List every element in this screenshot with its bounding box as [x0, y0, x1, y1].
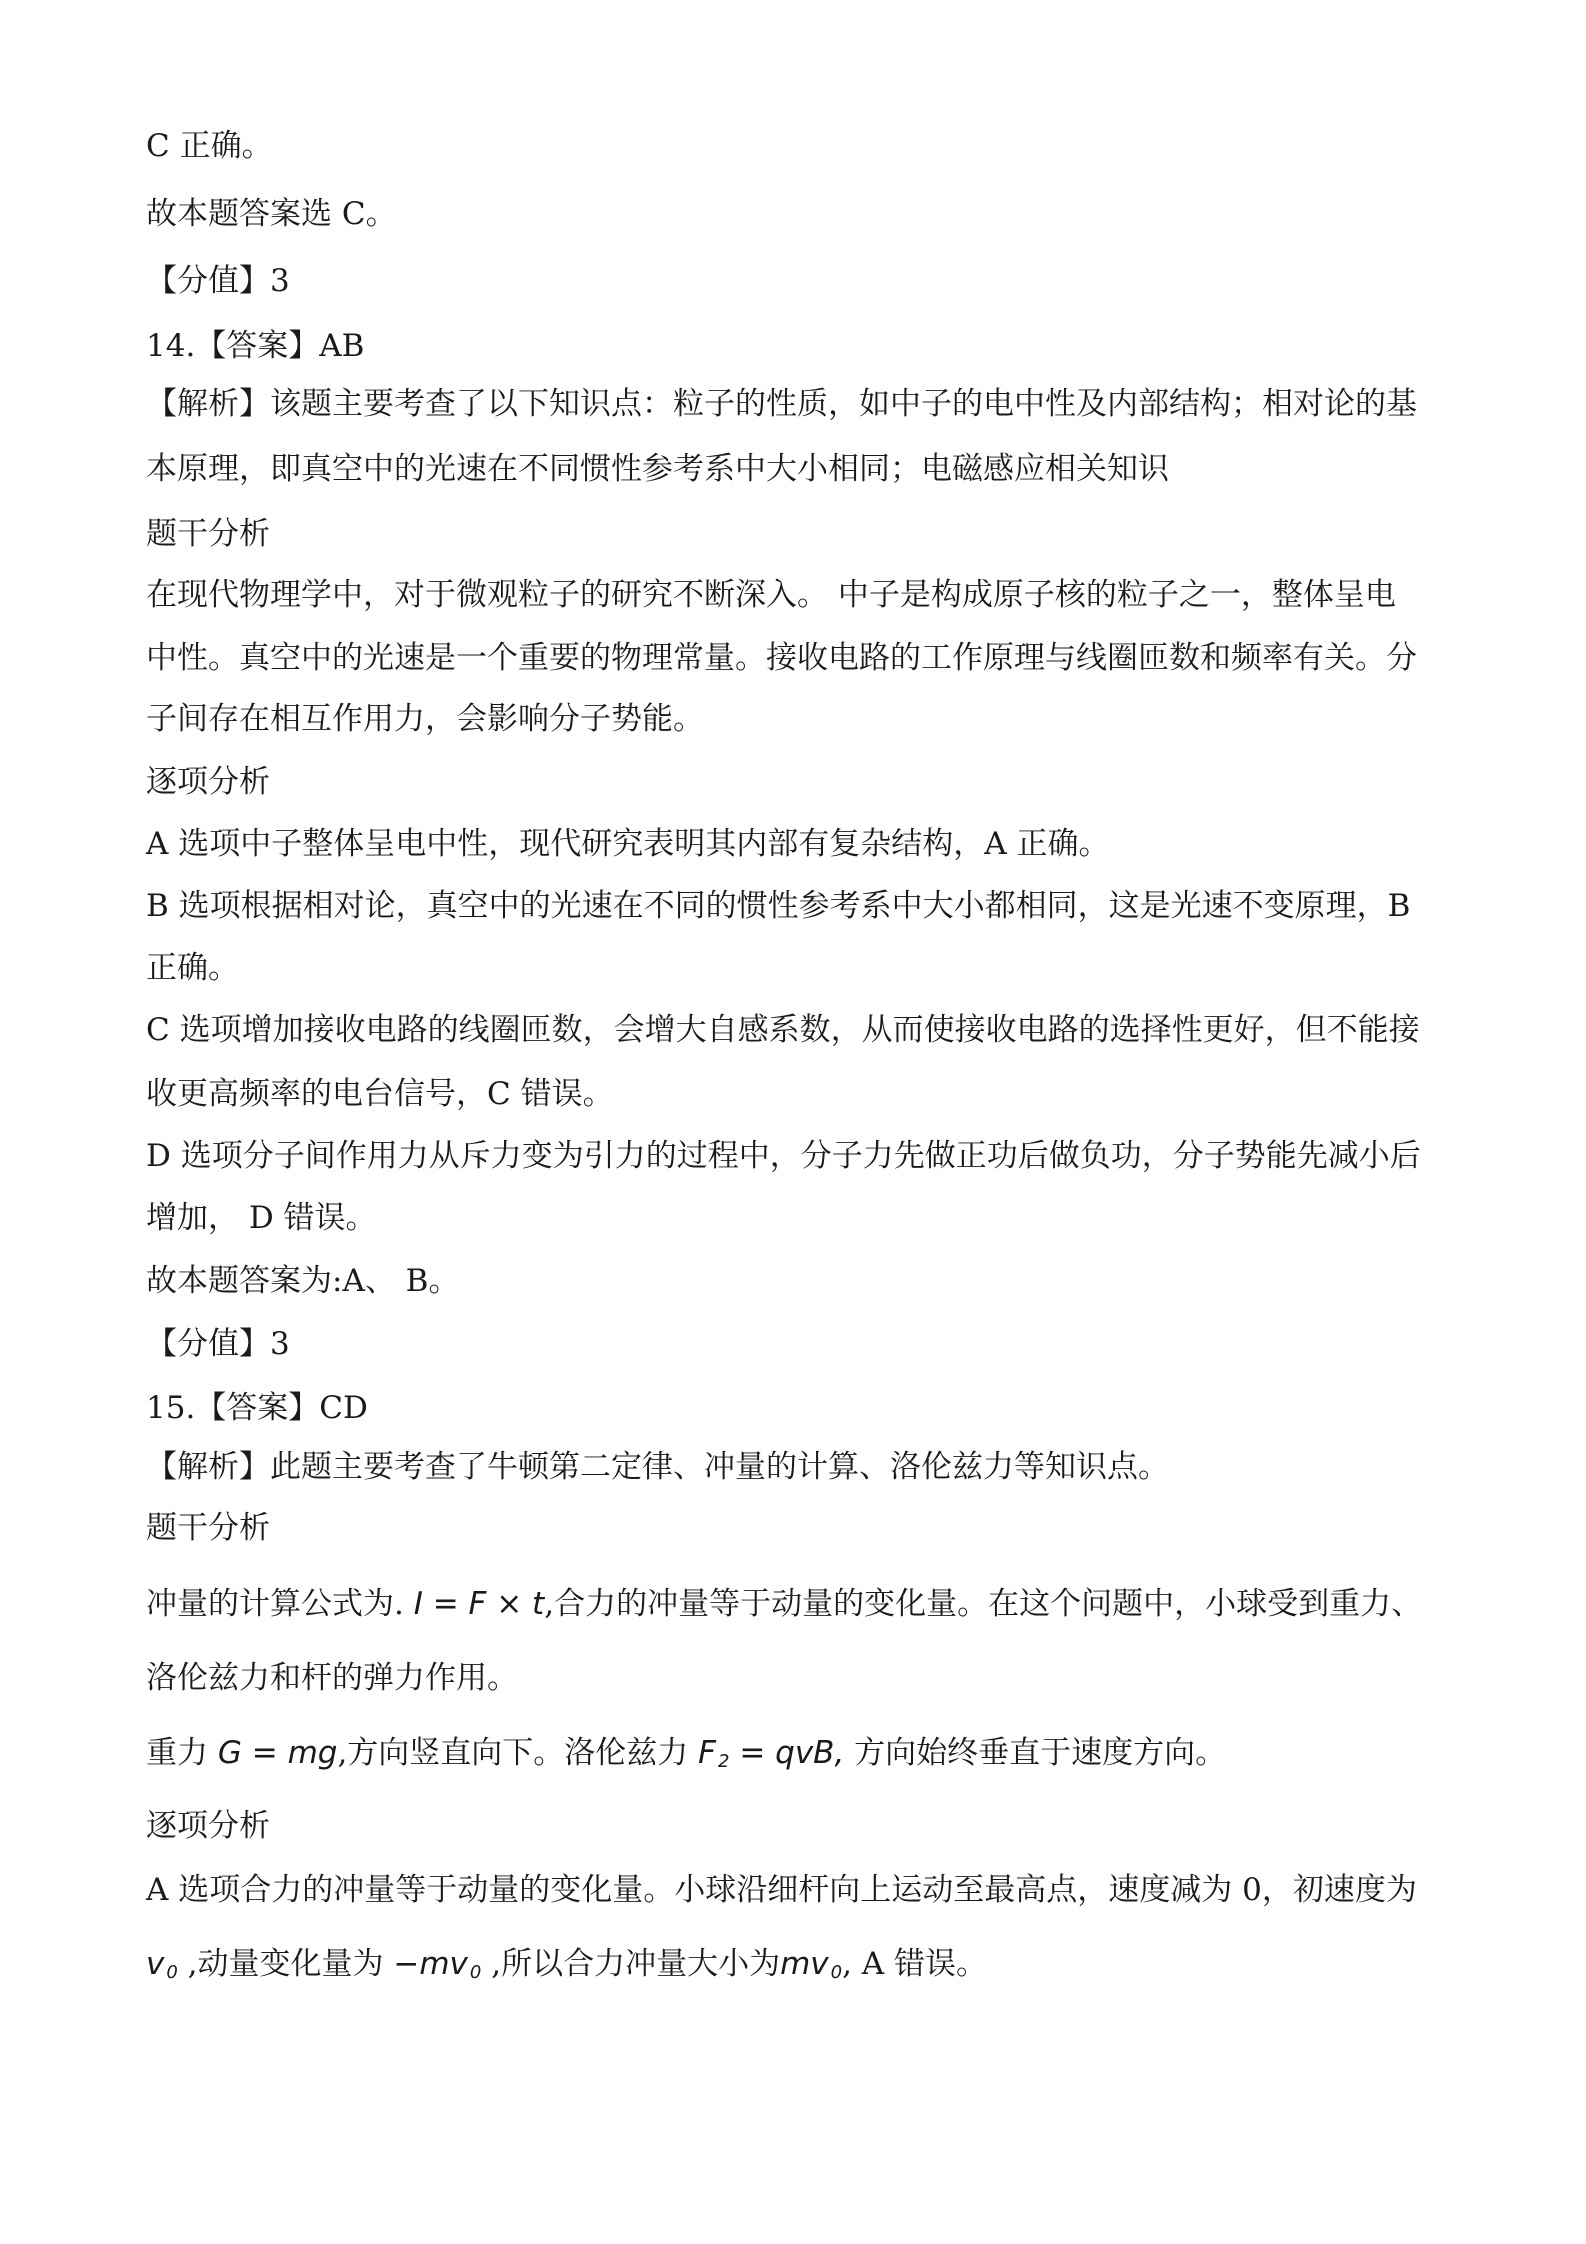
answer-heading-15: 15.【答案】CD — [146, 1390, 368, 1426]
score-line: 【分值】3 — [146, 263, 290, 299]
option-line: B 选项根据相对论，真空中的光速在不同的惯性参考系中大小都相同，这是光速不变原理，B — [146, 888, 1411, 924]
section-heading: 题干分析 — [146, 516, 270, 552]
option-line: A 选项中子整体呈电中性，现代研究表明其内部有复杂结构，A 正确。 — [146, 826, 1110, 862]
option-line: 收更高频率的电台信号，C 错误。 — [146, 1076, 614, 1112]
option-line: D 选项分子间作用力从斥力变为引力的过程中，分子力先做正功后做负功，分子势能先减小后 — [146, 1138, 1421, 1174]
option-line: 增加， D 错误。 — [146, 1200, 377, 1236]
lorentz-force-symbol: F — [698, 1735, 717, 1771]
text-line: 故本题答案选 C。 — [146, 196, 397, 232]
analysis-line: 本原理，即真空中的光速在不同惯性参考系中大小相同；电磁感应相关知识 — [146, 451, 1169, 487]
analysis-line: 【解析】此题主要考查了牛顿第二定律、冲量的计算、洛伦兹力等知识点。 — [146, 1449, 1169, 1485]
option-line: 正确。 — [146, 950, 239, 986]
stem-analysis-line: 子间存在相互作用力，会影响分子势能。 — [146, 701, 704, 737]
score-line: 【分值】3 — [146, 1326, 290, 1362]
section-heading: 逐项分析 — [146, 764, 270, 800]
text-line: C 正确。 — [146, 128, 273, 164]
analysis-line: 【解析】该题主要考查了以下知识点：粒子的性质，如中子的电中性及内部结构；相对论的基 — [146, 386, 1417, 422]
stem-analysis-line: 中性。真空中的光速是一个重要的物理常量。接收电路的工作原理与线圈匝数和频率有关。分 — [146, 640, 1417, 676]
section-heading: 逐项分析 — [146, 1808, 270, 1844]
stem-analysis-line: 在现代物理学中，对于微观粒子的研究不断深入。 中子是构成原子核的粒子之一，整体呈电 — [146, 577, 1396, 613]
answer-line: 故本题答案为:A、 B。 — [146, 1263, 460, 1299]
impulse-formula: I = F × t — [413, 1586, 545, 1622]
option-line: C 选项增加接收电路的线圈匝数，会增大自感系数，从而使接收电路的选择性更好，但不能接 — [146, 1012, 1420, 1048]
gravity-formula: G = mg — [217, 1735, 338, 1771]
text-line: 洛伦兹力和杆的弹力作用。 — [146, 1660, 518, 1696]
section-heading: 题干分析 — [146, 1510, 270, 1546]
formula-line-impulse: 冲量的计算公式为. I = F × t,合力的冲量等于动量的变化量。在这个问题中，小球受到重力、 — [146, 1586, 1423, 1622]
option-line: A 选项合力的冲量等于动量的变化量。小球沿细杆向上运动至最高点，速度减为 0，初速度为 — [146, 1872, 1417, 1908]
formula-line-forces: 重力 G = mg,方向竖直向下。洛伦兹力 F $_2$ = qvB, 方向始终垂直于速度方向。 — [146, 1735, 1227, 1772]
formula-line-momentum: v $_0$ ,动量变化量为 −mv $_0$ ,所以合力冲量大小为mv $_0$, A 错误。 — [146, 1946, 988, 1983]
answer-heading-14: 14.【答案】AB — [146, 328, 365, 364]
lorentz-formula: = qvB, — [729, 1735, 845, 1771]
